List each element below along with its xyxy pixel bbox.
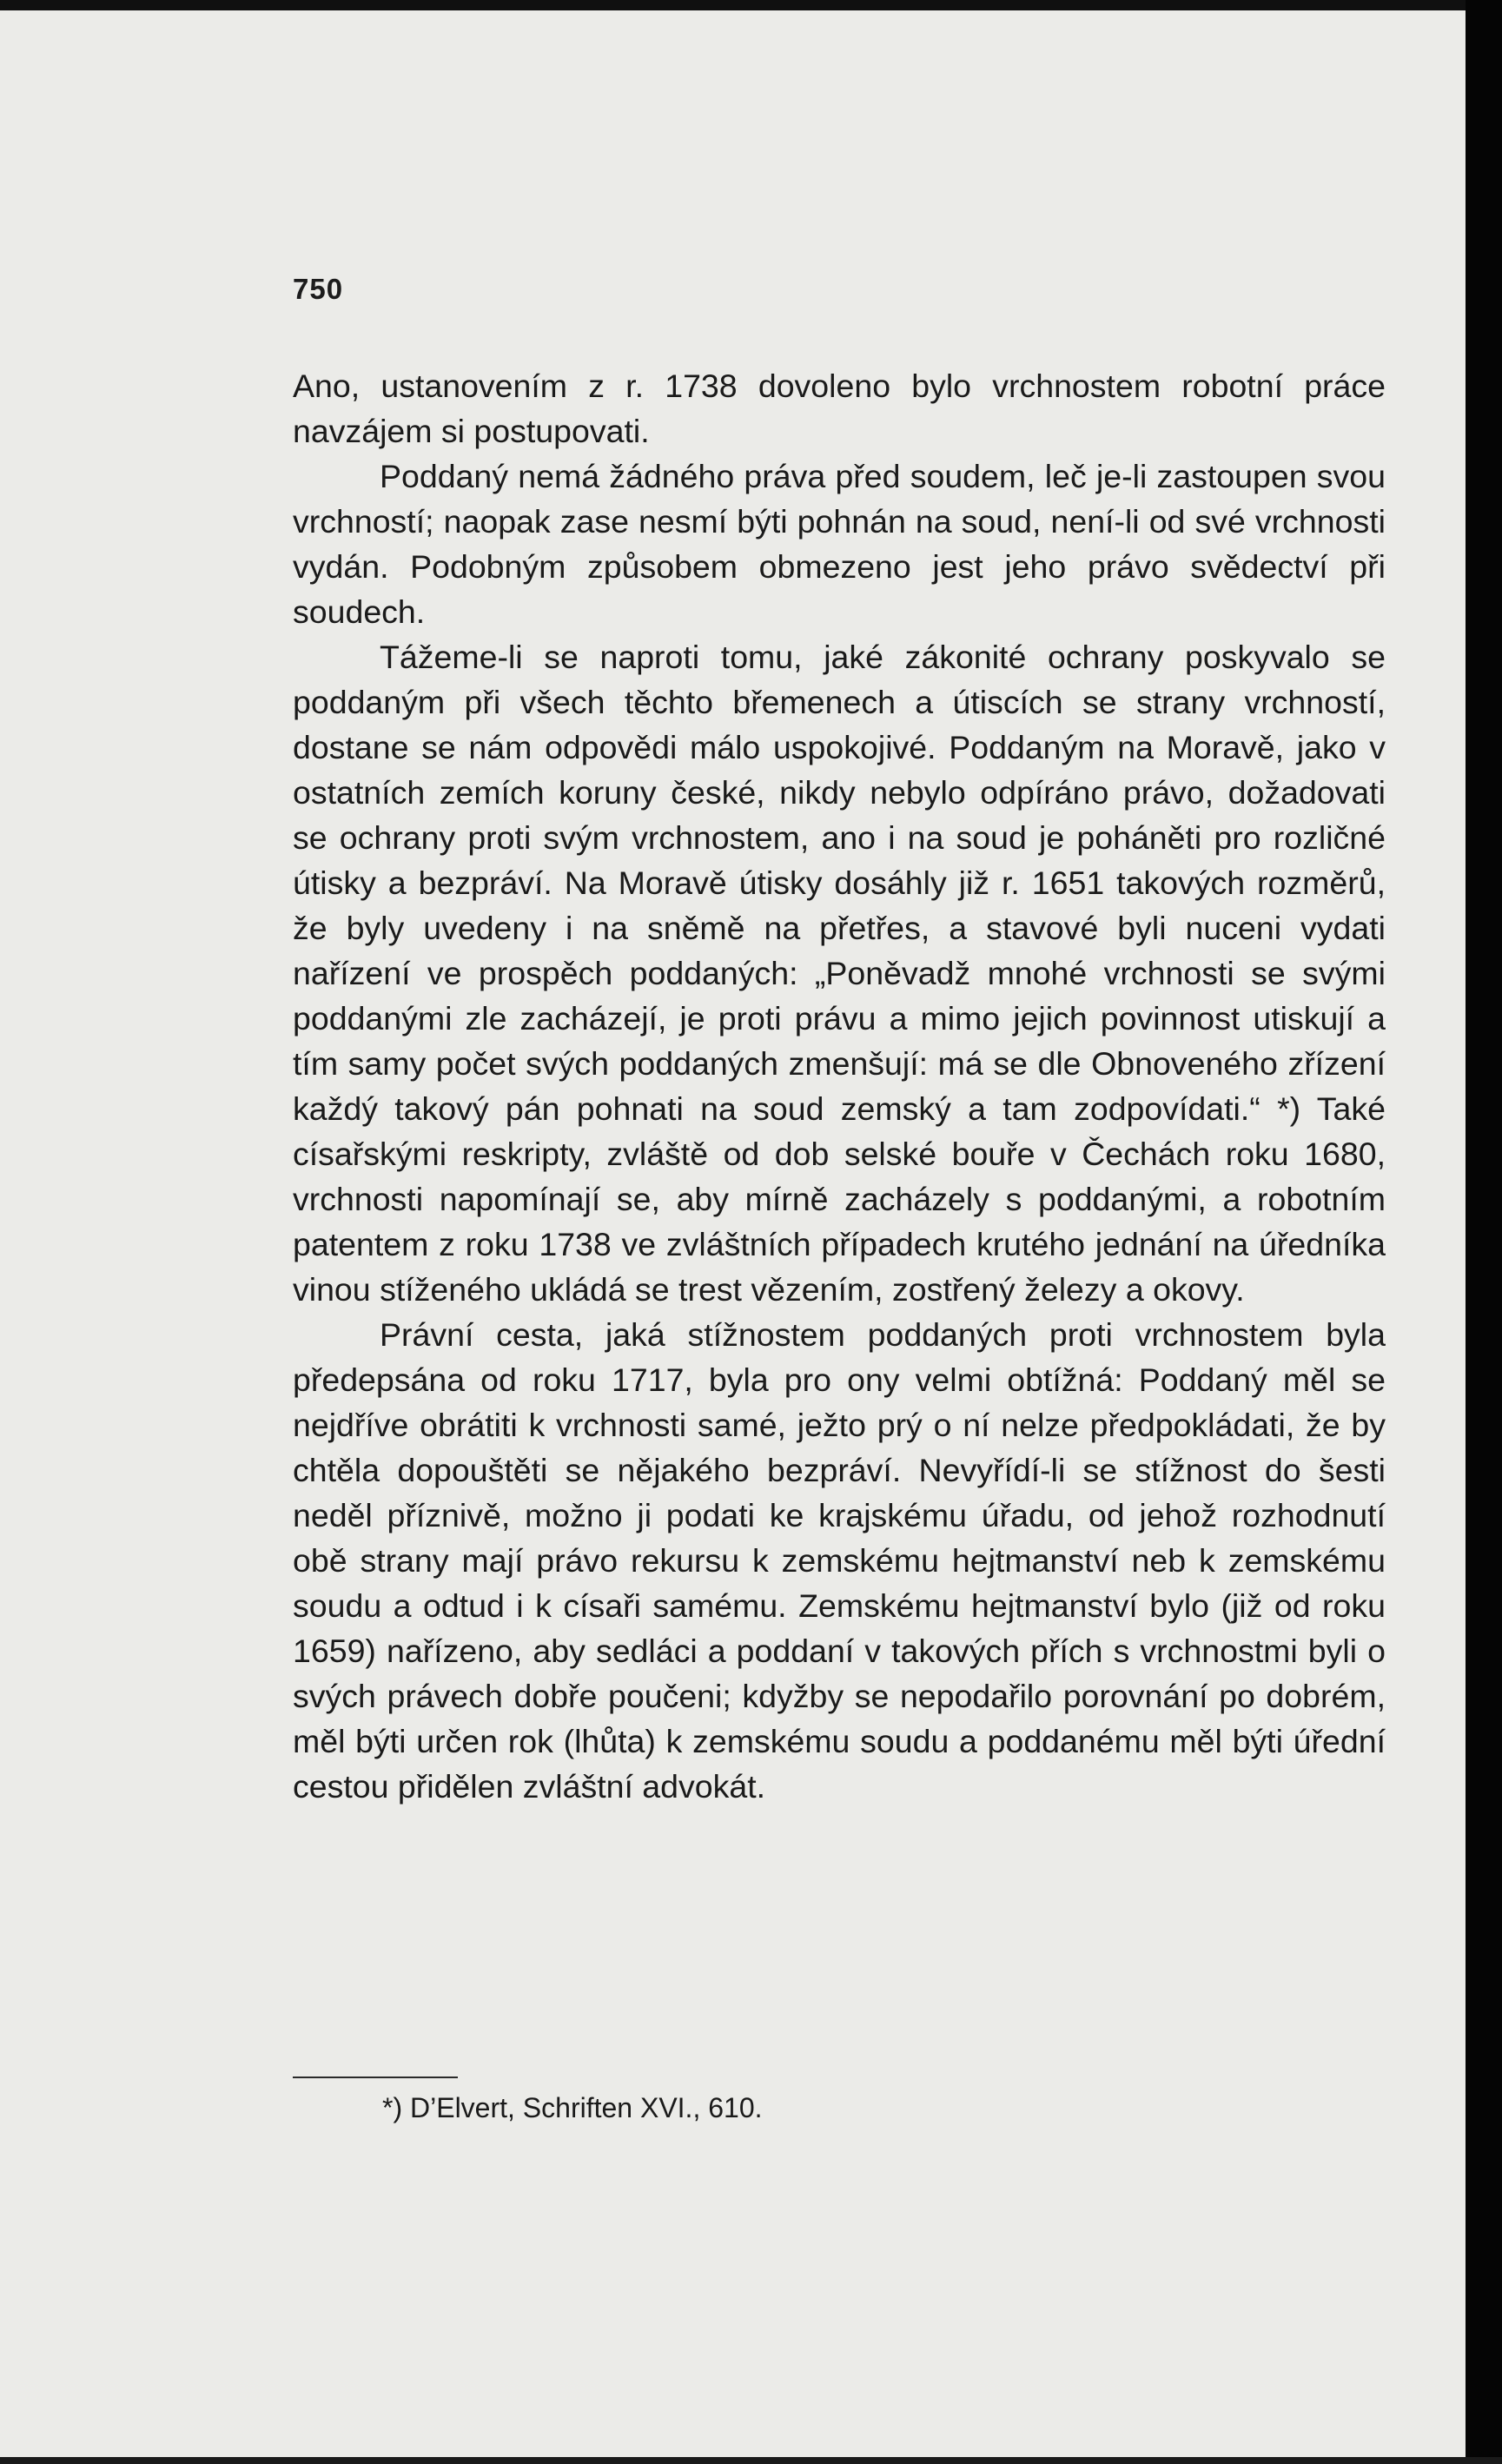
paragraph-2: Poddaný nemá žádného práva před soudem, leč je-li zastoupen svou vrchností; naopak zase nesmí býti pohnán na soud, není-li od své vrchnosti vydán. Podobným způsobem obmezeno jest jeho právo svědectví při soudech. <box>293 458 1386 630</box>
paragraph-3: Tážeme-li se naproti tomu, jaké zákonité ochrany poskyvalo se poddaným při všech těchto břemenech a útiscích se strany vrchností, dostane se nám odpovědi málo uspokojivé. Poddaným na Moravě, jako v ostatních zemích koruny české, nikdy nebylo odpíráno právo, dožadovati se ochrany proti svým vrchnostem, ano i na soud je poháněti pro rozličné útisky a bezpráví. Na Moravě útisky dosáhly již r. 1651 takových rozměrů, že byly uvedeny i na sněmě na přetřes, a stavové byli nuceni vydati nařízení ve prospěch poddaných: „Poněvadž mnohé vrchnosti se svými poddanými zle zacházejí, je proti právu a mimo jejich povinnost utiskují a tím samy počet svých poddaných zmenšují: má se dle Obnoveného zřízení každý takový pán pohnati na soud zemský a tam zodpovídati.“ *) Také císařskými reskripty, zvláště od dob selské bouře v Čechách roku 1680, vrchnosti napomínají se, aby mírně zacházely s poddanými, a robotním patentem z roku 1738 ve zvláštních případech krutého jednání na úředníka vinou stíženého ukládá se trest vězením, zostřený železy a okovy. <box>293 639 1386 1308</box>
footnote: *) D’Elvert, Schriften XVI., 610. <box>382 2092 763 2123</box>
scan-bottom-edge <box>0 2457 1502 2464</box>
scan-top-edge <box>0 0 1502 10</box>
scan-right-edge <box>1466 0 1502 2464</box>
footnote-divider <box>293 2077 458 2078</box>
body-text <box>293 363 1386 1809</box>
page-number: 750 <box>293 273 344 305</box>
paragraph-1: Ano, ustanovením z r. 1738 dovoleno bylo vrchnostem robotní práce navzájem si postupovati. <box>293 368 1386 449</box>
paragraph-4: Právní cesta, jaká stížnostem poddaných proti vrchnostem byla předepsána od roku 1717, byla pro ony velmi obtížná: Poddaný měl se nejdříve obrátiti k vrchnosti samé, ježto prý o ní nelze předpokládati, že by chtěla dopouštěti se nějakého bezpráví. Nevyřídí-li se stížnost do šesti neděl příznivě, možno ji podati ke krajskému úřadu, od jehož rozhodnutí obě strany mají právo rekursu k zemskému hejtmanství neb k zemskému soudu a odtud i k císaři samému. Zemskému hejtmanství bylo (již od roku 1659) nařízeno, aby sedláci a poddaní v takových přích s vrchnostmi byli o svých právech dobře poučeni; kdyžby se nepodařilo porovnání po dobrém, měl býti určen rok (lhůta) k zemskému soudu a poddanému měl býti úřední cestou přidělen zvláštní advokát. <box>293 1316 1386 1805</box>
